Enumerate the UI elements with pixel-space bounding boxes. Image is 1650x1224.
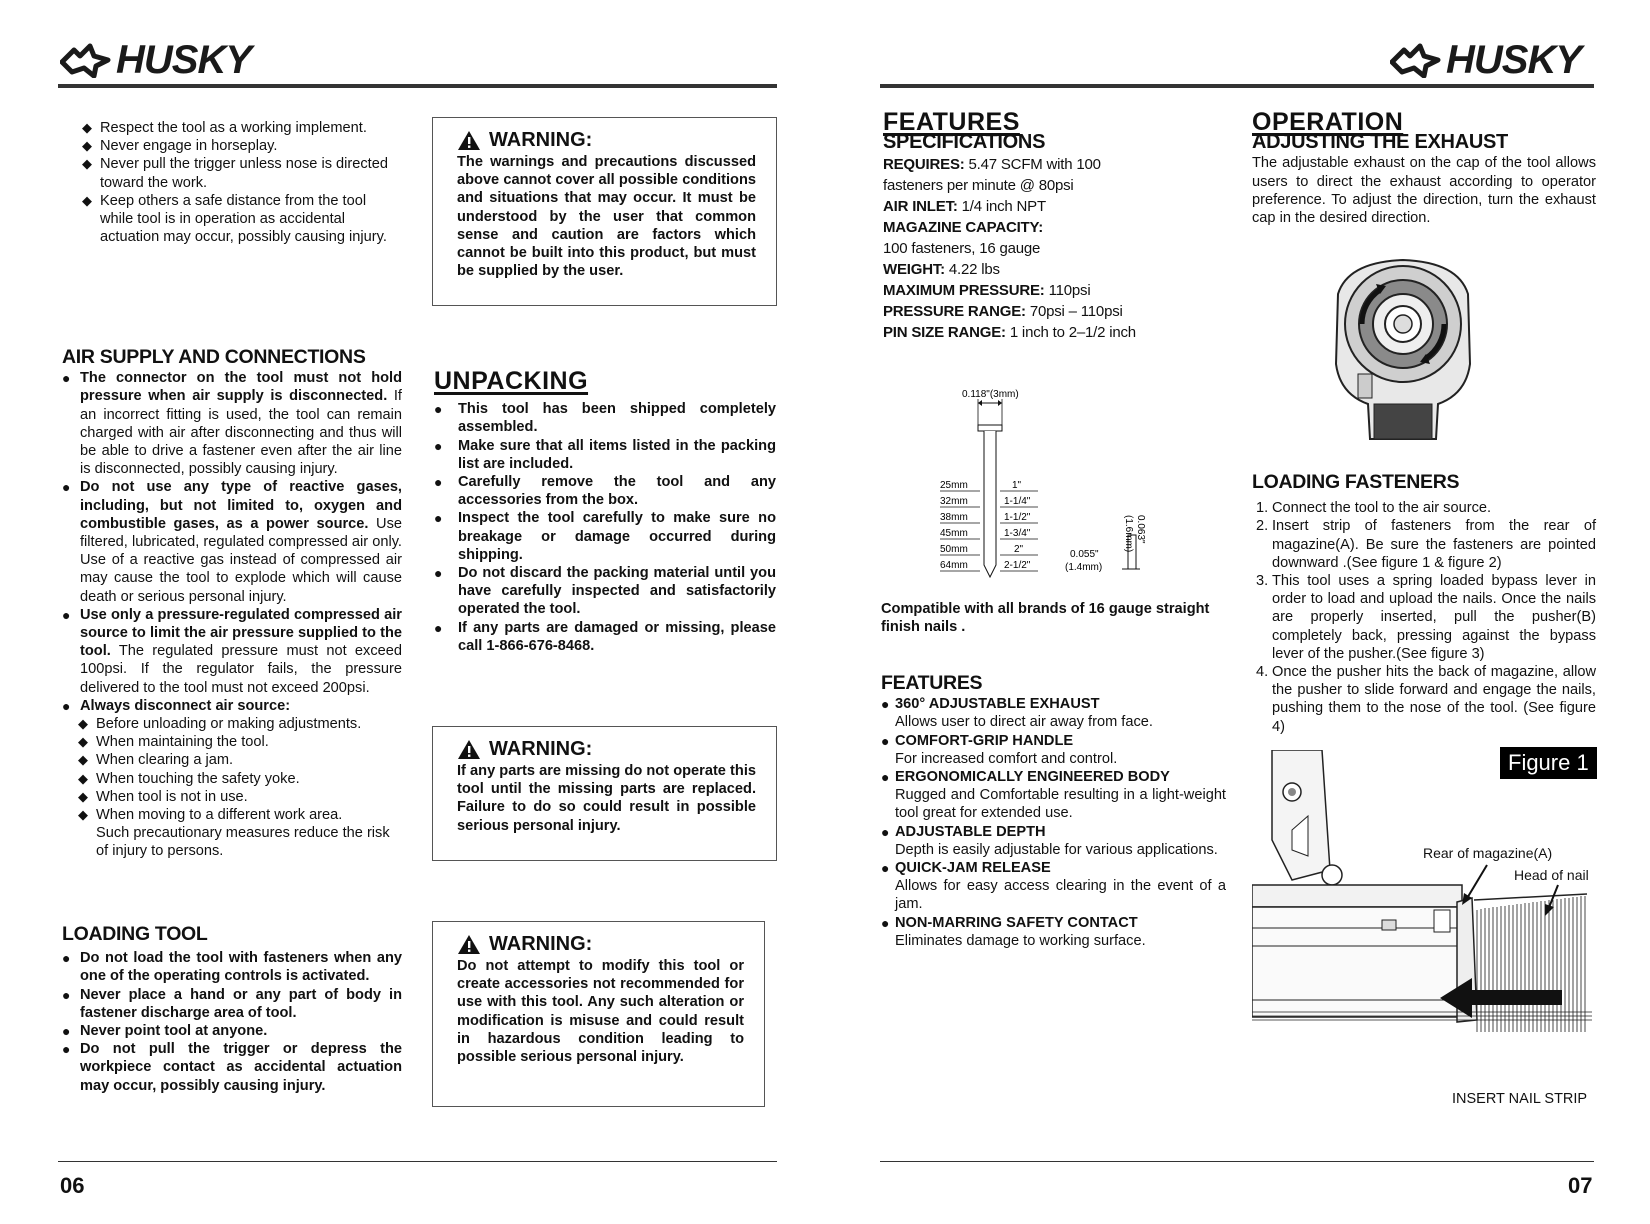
brand-name: HUSKY <box>116 38 252 82</box>
list-item: ◆ When maintaining the tool. <box>78 733 402 751</box>
list-item: ● Carefully remove the tool and any accessories from the box. <box>434 473 776 509</box>
list-item <box>62 478 402 605</box>
spec-line <box>883 218 1223 239</box>
feature-desc: Allows user to direct air away from face. <box>895 714 1153 731</box>
spec-line <box>883 323 1223 344</box>
step-number: 3. <box>1256 573 1269 590</box>
feature-desc: Eliminates damage to working surface. <box>895 932 1146 949</box>
spec-value: 1/4 inch NPT <box>957 198 1046 216</box>
list-item <box>1252 499 1596 517</box>
loading-fasteners-section <box>1252 473 1596 736</box>
header-rule-left <box>58 84 777 88</box>
feature-desc: Rugged and Comfortable resulting in a light-weight tool great for extended use. <box>895 787 1226 822</box>
feature-name: ● 360° ADJUSTABLE EXHAUST <box>881 695 1226 713</box>
spec-label: PRESSURE RANGE: <box>883 302 1026 320</box>
adjusting-text: The adjustable exhaust on the cap of the tool allows users to direct the exhaust according to operator preference. To adjust the direction, turn the exhaust cap in the desired direction. <box>1252 155 1596 227</box>
feature-desc: For increased comfort and control. <box>895 750 1118 767</box>
nail-dimension-diagram <box>940 385 1160 585</box>
warning-text: If any parts are missing do not operate this tool until the missing parts are replaced. Failure to do so could result in possible serious personal injury. <box>457 763 756 834</box>
list-item: ◆ Before unloading or making adjustments. <box>78 715 402 733</box>
list-item: ● Do not discard the packing material until you have carefully inspected and satisfactorily operated the tool. <box>434 564 776 619</box>
item-text: The regulated pressure must not exceed 100psi. If the regulator fails, the pressure delivered to the tool must not exceed 200psi. <box>80 643 402 696</box>
compatible-note <box>881 600 1221 636</box>
dog-head-icon <box>1390 42 1442 78</box>
warning-box-1 <box>432 117 777 306</box>
feature-name: ● NON-MARRING SAFETY CONTACT <box>881 914 1226 932</box>
list-item <box>1252 517 1596 572</box>
length-mm: 32mm <box>940 496 968 507</box>
warning-heading <box>457 130 756 151</box>
bold-lead: The connector on the tool must not hold pressure when air supply is disconnected. <box>80 370 402 405</box>
length-in: 1-1/4" <box>1004 496 1031 507</box>
head-width-label: 0.118"(3mm) <box>962 389 1019 400</box>
figure1-illustration <box>1252 750 1597 1090</box>
safety-bullets <box>82 119 402 246</box>
feature-desc: Depth is easily adjustable for various applications. <box>895 841 1218 858</box>
list-item <box>62 606 402 697</box>
section-title: LOADING FASTENERS <box>1252 471 1460 493</box>
mm-labels <box>940 480 968 571</box>
spec-label: MAXIMUM PRESSURE: <box>883 281 1045 299</box>
spec-value: 100 fasteners, 16 gauge <box>883 240 1041 258</box>
feature-name: ● ADJUSTABLE DEPTH <box>881 823 1226 841</box>
list-item: ◆ When tool is not in use. <box>78 788 402 806</box>
list-item: ● Do not pull the trigger or depress the workpiece contact as accidental actuation may occur, possibly causing injury. <box>62 1040 402 1095</box>
husky-logo-right <box>1390 40 1581 80</box>
length-mm: 50mm <box>940 544 968 555</box>
thickness-label: 0.055" <box>1070 549 1099 560</box>
brand-name: HUSKY <box>1446 38 1582 82</box>
rear-of-magazine-label: Rear of magazine(A) <box>1423 845 1553 861</box>
step-number: 1. <box>1256 500 1269 517</box>
list-item: ◆ Never pull the trigger unless nose is directed toward the work. <box>82 155 402 191</box>
spec-value: fasteners per minute @ 80psi <box>883 177 1074 195</box>
spec-value: 1 inch to 2–1/2 inch <box>1005 323 1136 341</box>
spec-line <box>883 260 1223 281</box>
length-in: 2" <box>1014 544 1024 555</box>
list-item <box>1252 572 1596 663</box>
figure1-label: Figure 1 <box>1500 747 1597 779</box>
head-of-nail-label: Head of nail <box>1514 867 1589 883</box>
warning-triangle-icon <box>457 934 481 955</box>
list-item <box>1252 663 1596 736</box>
spec-value: 70psi – 110psi <box>1025 302 1123 320</box>
section-title: UNPACKING <box>434 367 589 395</box>
spec-label: MAGAZINE CAPACITY: <box>883 219 1044 237</box>
footer-rule-left <box>58 1161 777 1162</box>
item-text: If an incorrect fitting is used, the tool can remain charged with air after disconnecting and thus will be able to drive a fastener even after the air line is disconnected, possibly causing injury. <box>80 388 402 478</box>
spec-label: REQUIRES: <box>883 156 965 174</box>
list-item: ◆ When clearing a jam. <box>78 751 402 769</box>
step-text: Connect the tool to the air source. <box>1272 500 1492 517</box>
spec-line <box>883 281 1223 302</box>
list-item: ◆ When moving to a different work area. <box>78 806 402 824</box>
list-item: ◆ Keep others a safe distance from the tool while tool is in operation as accidental actuation may occur, possibly causing injury. <box>82 192 402 247</box>
spec-label: WEIGHT: <box>883 260 945 278</box>
list-item <box>62 697 402 715</box>
width-label: 0.063" <box>1135 515 1146 544</box>
list-item: ● This tool has been shipped completely assembled. <box>434 400 776 436</box>
warning-title: WARNING: <box>489 933 593 956</box>
subsection-title: SPECIFICATIONS <box>883 131 1046 154</box>
step-text: Once the pusher hits the back of magazine, allow the pusher to slide forward and engage the nails, pushing them to the nose of the tool. (See figure 4) <box>1272 664 1596 735</box>
dog-head-icon <box>60 42 112 78</box>
husky-logo-left <box>60 40 251 80</box>
warning-text: Do not attempt to modify this tool or create accessories not recommended for use with this tool. Any such alteration or modification is misuse and could result in hazardous condition leading to possible serious personal injury. <box>457 958 744 1066</box>
page-number: 06 <box>60 1173 85 1198</box>
list-item: ◆ Respect the tool as a working implement. <box>82 119 402 137</box>
spec-line <box>883 176 1223 197</box>
length-in: 1-3/4" <box>1004 528 1031 539</box>
spec-line <box>883 155 1223 176</box>
list-item: ● Inspect the tool carefully to make sure no breakage or damage occurred during shipping. <box>434 509 776 564</box>
warning-triangle-icon <box>457 130 481 151</box>
width-mm-label: (1.6mm) <box>1123 515 1134 553</box>
header-rule-right <box>880 84 1594 88</box>
unpacking-section <box>434 367 776 655</box>
list-item: ◆ Never engage in horseplay. <box>82 137 402 155</box>
warning-title: WARNING: <box>489 738 593 761</box>
list-item: ● Do not load the tool with fasteners when any one of the operating controls is activated. <box>62 949 402 985</box>
length-in: 1" <box>1012 480 1022 491</box>
page-number: 07 <box>1568 1173 1593 1198</box>
feature-desc: Allows for easy access clearing in the event of a jam. <box>895 878 1226 913</box>
spec-value: 110psi <box>1044 281 1091 299</box>
loading-tool-section <box>62 925 402 1095</box>
spec-line <box>883 302 1223 323</box>
feature-name: ● ERGONOMICALLY ENGINEERED BODY <box>881 768 1226 786</box>
spec-value: 4.22 lbs <box>944 260 1000 278</box>
thickness-mm-label: (1.4mm) <box>1065 562 1103 573</box>
bold-lead: Do not use any type of reactive gases, including, but not limited to, oxygen and combustible gases, as a power source. <box>80 479 402 532</box>
item-text: Use filtered, lubricated, regulated compressed air only. Use of a reactive gas instead of compressed air may cause the tool to explode which will cause death or serious personal injury. <box>80 515 402 605</box>
features-section <box>881 674 1226 950</box>
step-number: 4. <box>1256 664 1269 681</box>
length-mm: 64mm <box>940 560 968 571</box>
subsection-title: ADJUSTING THE EXHAUST <box>1252 131 1508 154</box>
spec-label: PIN SIZE RANGE: <box>883 323 1006 341</box>
length-in: 2-1/2" <box>1004 560 1031 571</box>
step-number: 2. <box>1256 518 1269 535</box>
list-item: ● Never place a hand or any part of body in fastener discharge area of tool. <box>62 986 402 1022</box>
spec-label: AIR INLET: <box>883 198 958 216</box>
warning-text: The warnings and precautions discussed above cannot cover all possible conditions and situations that may occur. It must be understood by the user that common sense and caution are factors which cannot be built into this product, but must be supplied by the user. <box>457 154 756 280</box>
warning-box-2 <box>432 726 777 861</box>
inch-labels <box>1004 480 1031 571</box>
warning-box-3 <box>432 921 765 1107</box>
bold-lead: Use only a pressure-regulated compressed air source to limit the air pressure supplied to the tool. <box>80 606 402 660</box>
bold-lead: Always disconnect air source: <box>80 697 291 714</box>
list-item: ● Make sure that all items listed in the packing list are included. <box>434 437 776 473</box>
list-item <box>62 369 402 478</box>
operation-section <box>1252 108 1596 227</box>
feature-name: ● COMFORT-GRIP HANDLE <box>881 732 1226 750</box>
spec-line <box>883 197 1223 218</box>
length-mm: 25mm <box>940 480 968 491</box>
section-title: FEATURES <box>881 672 983 694</box>
section-title: FEATURES <box>883 108 1020 136</box>
step-text: This tool uses a spring loaded bypass lever in order to load and upload the nails. Once the nails are properly inserted, pull the pusher(B) completely back, pressing against the bypass lever of the pusher.(See figure 3) <box>1272 573 1596 662</box>
warning-triangle-icon <box>457 739 481 760</box>
warning-heading <box>457 739 756 760</box>
step-text: Insert strip of fasteners from the rear of magazine(A). Be sure the fasteners are pointed downward .(See figure 1 & figure 2) <box>1272 518 1596 571</box>
figure1-caption: INSERT NAIL STRIP <box>1452 1091 1588 1107</box>
spec-value: 5.47 SCFM with 100 <box>964 156 1101 174</box>
list-item: ◆ When touching the safety yoke. <box>78 770 402 788</box>
spec-line <box>883 239 1223 260</box>
footer-rule-right <box>880 1161 1594 1162</box>
list-item: ● Never point tool at anyone. <box>62 1022 402 1040</box>
length-mm: 38mm <box>940 512 968 523</box>
length-in: 1-1/2" <box>1004 512 1031 523</box>
length-mm: 45mm <box>940 528 968 539</box>
exhaust-cap-illustration <box>1318 254 1488 454</box>
warning-title: WARNING: <box>489 129 593 152</box>
note-text: Compatible with all brands of 16 gauge straight finish nails . <box>881 601 1210 636</box>
warning-heading <box>457 934 744 955</box>
section-title: OPERATION <box>1252 108 1404 136</box>
spec-list <box>883 155 1223 343</box>
section-title: AIR SUPPLY AND CONNECTIONS <box>62 346 366 368</box>
air-supply-section <box>62 348 402 861</box>
feature-name: ● QUICK-JAM RELEASE <box>881 859 1226 877</box>
list-item: ● If any parts are damaged or missing, please call 1-866-676-8468. <box>434 619 776 655</box>
specifications-section <box>883 108 1223 344</box>
section-title: LOADING TOOL <box>62 923 208 945</box>
disconnect-note: Such precautionary measures reduce the risk of injury to persons. <box>96 825 390 860</box>
